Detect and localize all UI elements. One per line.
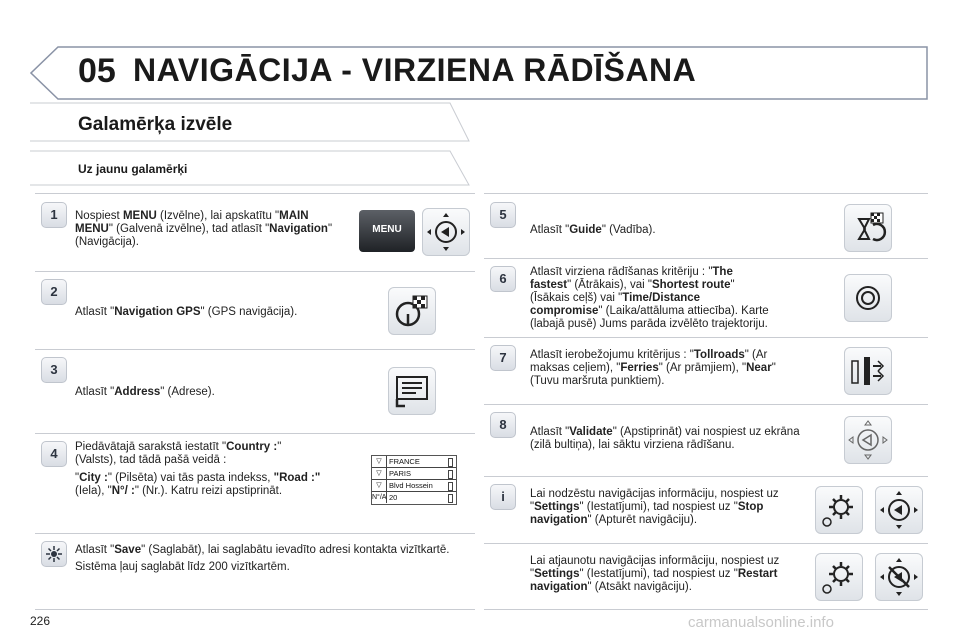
step-1-text: Nospiest MENU (Izvēlne), lai apskatītu "MAIN MENU" (Galvenā izvēlne), tad atlasīt "Navigation" (Navigācija).	[75, 210, 333, 248]
step-badge-7: 7	[490, 345, 516, 371]
section-title: Galamērķa izvēle	[78, 114, 233, 135]
left-column	[35, 193, 475, 610]
step-6-text: Atlasīt virziena rādīšanas kritēriju : "The fastest" (Ātrākais), vai "Shortest route" (Īsākais ceļš) vai "Time/Distance compromise" (Laika/attāluma attiecība). Karte (labajā pusē) Jums parāda izvēlēto trajektoriju.	[530, 266, 769, 330]
info-stop-text: Lai nodzēstu navigācijas informāciju, nospiest uz "Settings" (Iestatījumi), tad nospiest uz "Stop navigation" (Apturēt navigāciju).	[530, 488, 779, 526]
list-item[interactable]: N°/A 20	[372, 492, 456, 503]
step-row-8	[484, 404, 928, 477]
restrictions-icon	[844, 347, 892, 395]
step-badge-5: 5	[490, 202, 516, 228]
step-row-3	[35, 349, 475, 434]
step-row-5	[484, 194, 928, 259]
address-card-icon	[388, 367, 436, 415]
tip-sun-icon	[42, 542, 66, 566]
step-badge-2: 2	[41, 279, 67, 305]
info-row-stop	[484, 476, 928, 544]
watermark: carmanualsonline.info	[688, 614, 834, 631]
tip-row-save	[35, 533, 475, 609]
page-number: 226	[30, 614, 51, 628]
step-badge-4: 4	[41, 441, 67, 467]
list-item[interactable]: ▽ Blvd Hossein	[372, 480, 456, 492]
info-row-restart	[484, 543, 928, 609]
nav-joystick-icon	[422, 208, 470, 256]
subsection-title: Uz jaunu galamērķi	[78, 162, 188, 176]
list-item[interactable]: ▽ FRANCE	[372, 456, 456, 468]
step-5-text: Atlasīt "Guide" (Vadība).	[530, 224, 656, 236]
step-badge-8: 8	[490, 412, 516, 438]
step-4-text: Piedāvātajā sarakstā iestatīt "Country :" (Valsts), tad tādā pašā veidā : "City :" (Pilsēta) vai tās pasta indekss, "Road :" (Iela), "N°/ :" (Nr.). Katru reizi apstiprināt.	[75, 441, 321, 497]
step-badge-1: 1	[41, 202, 67, 228]
step-badge-3: 3	[41, 357, 67, 383]
right-column	[484, 193, 928, 610]
step-row-2	[35, 271, 475, 350]
step-row-4	[35, 433, 475, 534]
step-8-text: Atlasīt "Validate" (Apstiprināt) vai nospiest uz ekrāna (zilā bultiņa), lai sāktu virziena rādīšanu.	[530, 426, 800, 451]
step-7-text: Atlasīt ierobežojumu kritērijus : "Tollroads" (Ar maksas ceļiem), "Ferries" (Ar prāmjiem), "Near" (Tuvu maršruta punktiem).	[530, 349, 776, 387]
validate-joystick-icon	[844, 416, 892, 464]
save-text: Atlasīt "Save" (Saglabāt), lai saglabātu ievadīto adresi kontakta vizītkartē. Sistēma ļauj saglabāt līdz 200 vizītkartēm.	[75, 544, 450, 573]
info-restart-text: Lai atjaunotu navigācijas informāciju, nospiest uz "Settings" (Iestatījumi), tad nospiest uz "Restart navigation" (Atsākt navigāciju).	[530, 555, 780, 593]
step-row-6	[484, 258, 928, 338]
chapter-title: NAVIGĀCIJA - VIRZIENA RĀDĪŠANA	[133, 52, 697, 88]
step-row-1	[35, 194, 475, 272]
guide-icon	[844, 204, 892, 252]
step-3-text: Atlasīt "Address" (Adrese).	[75, 386, 215, 398]
menu-button[interactable]: MENU	[359, 210, 415, 252]
route-criteria-icon	[844, 274, 892, 322]
settings-gear-icon	[815, 486, 863, 534]
step-row-7	[484, 337, 928, 405]
tip-badge-save	[41, 541, 67, 567]
step-2-text: Atlasīt "Navigation GPS" (GPS navigācija).	[75, 306, 298, 318]
chapter-number: 05	[78, 52, 116, 90]
address-list	[371, 455, 457, 505]
nav-joystick-icon	[875, 486, 923, 534]
settings-gear-icon	[815, 553, 863, 601]
step-badge-6: 6	[490, 266, 516, 292]
restart-nav-icon	[875, 553, 923, 601]
nav-gps-icon	[388, 287, 436, 335]
info-badge: i	[490, 484, 516, 510]
list-item[interactable]: ▽ PARIS	[372, 468, 456, 480]
